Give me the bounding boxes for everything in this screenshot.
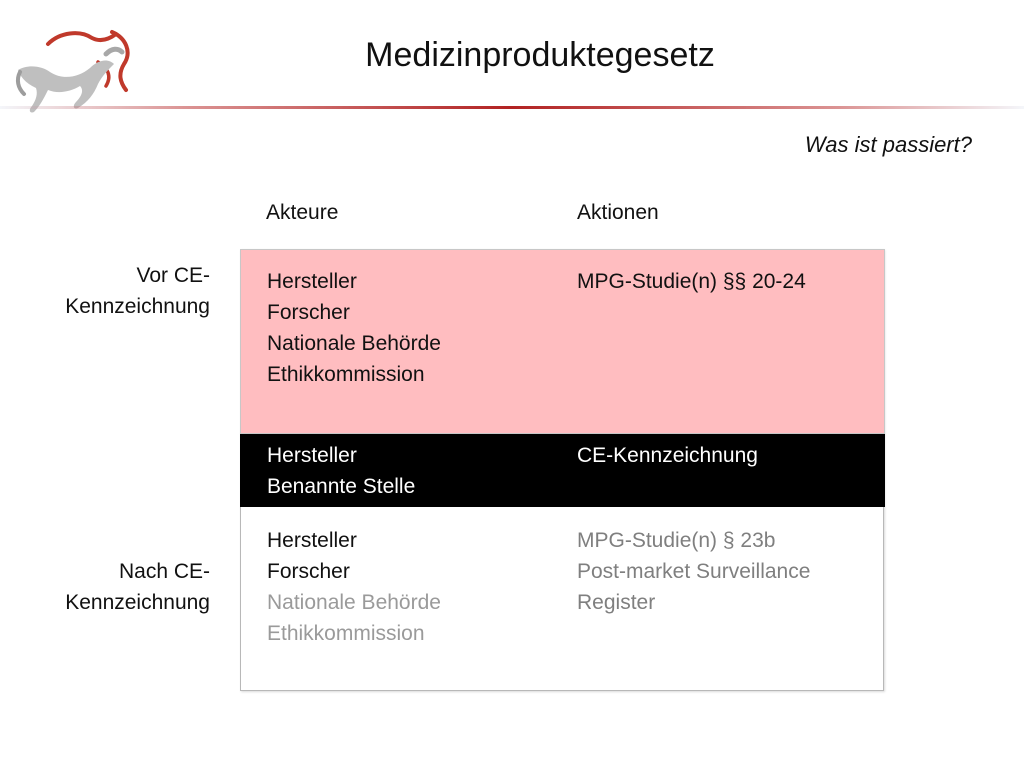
actor-item: Forscher (267, 301, 350, 324)
slide-subtitle: Was ist passiert? (804, 132, 972, 157)
action-item: MPG-Studie(n) § 23b (577, 529, 776, 552)
actor-item: Ethikkommission (267, 363, 425, 386)
row-label-after-ce (65, 556, 210, 618)
action-item: CE-Kennzeichnung (577, 444, 758, 467)
row-label-after-line2: Kennzeichnung (65, 591, 210, 614)
actor-item: Forscher (267, 560, 350, 583)
row-label-after-line1: Nach CE- (118, 560, 210, 583)
title-divider (0, 106, 1024, 109)
after-ce-actors (267, 525, 441, 649)
row-label-before-line2: Kennzeichnung (65, 295, 210, 318)
actor-item: Nationale Behörde (267, 332, 441, 355)
action-item: Post-market Surveillance (577, 560, 811, 583)
action-item: MPG-Studie(n) §§ 20-24 (577, 270, 806, 293)
actor-item-dimmed: Ethikkommission (267, 622, 425, 645)
ce-marking-actors (267, 440, 415, 502)
row-label-before-ce (65, 260, 210, 322)
row-label-before-line1: Vor CE- (136, 264, 210, 287)
actor-item: Hersteller (267, 529, 357, 552)
ce-marking-actions (577, 440, 758, 471)
actions-column-header: Aktionen (577, 201, 659, 224)
actor-item-dimmed: Nationale Behörde (267, 591, 441, 614)
actors-column-header: Akteure (266, 201, 339, 224)
actor-item: Benannte Stelle (267, 475, 416, 498)
actor-item: Hersteller (267, 270, 357, 293)
slide-title: Medizinproduktegesetz (365, 36, 715, 74)
before-ce-actions (577, 266, 806, 297)
action-item: Register (577, 591, 656, 614)
actor-item: Hersteller (267, 444, 357, 467)
before-ce-actors (267, 266, 441, 390)
after-ce-actions (577, 525, 810, 618)
